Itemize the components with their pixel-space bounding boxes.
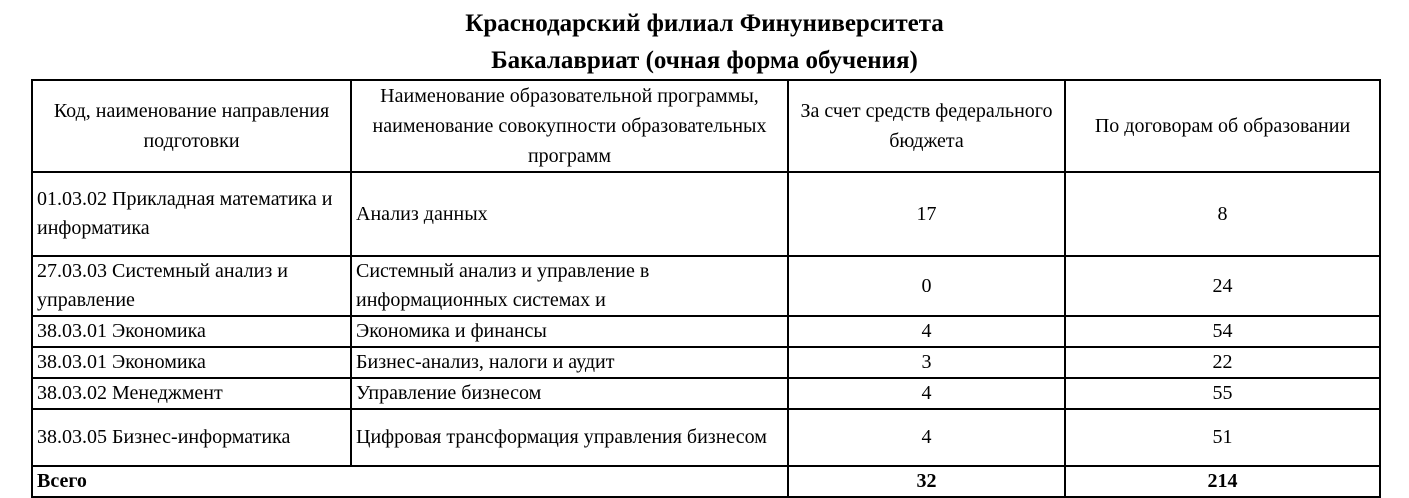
column-header-contract: По договорам об образовании xyxy=(1065,80,1380,172)
program-cell xyxy=(351,256,788,316)
table-row xyxy=(32,347,1380,378)
contract-cell: 22 xyxy=(1065,347,1380,378)
budget-cell: 4 xyxy=(788,409,1065,466)
contract-cell: 24 xyxy=(1065,256,1380,316)
direction-cell: 38.03.02 Менеджмент xyxy=(32,378,351,409)
budget-cell: 4 xyxy=(788,378,1065,409)
program-cell-text: Системный анализ и управление в информационных системах и xyxy=(356,260,650,311)
direction-cell: 38.03.01 Экономика xyxy=(32,316,351,347)
table-row xyxy=(32,378,1380,409)
page-title: Краснодарский филиал Финуниверситета xyxy=(465,10,944,37)
total-contract: 214 xyxy=(1065,466,1380,497)
table-row xyxy=(32,256,1380,316)
table-header-row xyxy=(32,80,1380,172)
admission-table xyxy=(31,79,1381,498)
total-budget: 32 xyxy=(788,466,1065,497)
budget-cell: 4 xyxy=(788,316,1065,347)
program-cell: Бизнес-анализ, налоги и аудит xyxy=(351,347,788,378)
direction-cell: 38.03.01 Экономика xyxy=(32,347,351,378)
program-cell: Анализ данных xyxy=(351,172,788,256)
budget-cell: 17 xyxy=(788,172,1065,256)
table-row xyxy=(32,172,1380,256)
contract-cell: 8 xyxy=(1065,172,1380,256)
program-cell: Управление бизнесом xyxy=(351,378,788,409)
program-cell: Цифровая трансформация управления бизнесом xyxy=(351,409,788,466)
budget-cell: 0 xyxy=(788,256,1065,316)
table-row xyxy=(32,409,1380,466)
column-header-direction: Код, наименование направления подготовки xyxy=(32,80,351,172)
page-subtitle: Бакалавриат (очная форма обучения) xyxy=(491,47,918,74)
direction-cell: 38.03.05 Бизнес-информатика xyxy=(32,409,351,466)
budget-cell: 3 xyxy=(788,347,1065,378)
program-cell: Экономика и финансы xyxy=(351,316,788,347)
total-label: Всего xyxy=(32,466,788,497)
column-header-program: Наименование образовательной программы, наименование совокупности образовательных программ xyxy=(351,80,788,172)
table-row xyxy=(32,316,1380,347)
direction-cell: 27.03.03 Системный анализ и управление xyxy=(32,256,351,316)
total-row xyxy=(32,466,1380,497)
contract-cell: 54 xyxy=(1065,316,1380,347)
column-header-budget: За счет средств федерального бюджета xyxy=(788,80,1065,172)
direction-cell: 01.03.02 Прикладная математика и информатика xyxy=(32,172,351,256)
contract-cell: 55 xyxy=(1065,378,1380,409)
contract-cell: 51 xyxy=(1065,409,1380,466)
